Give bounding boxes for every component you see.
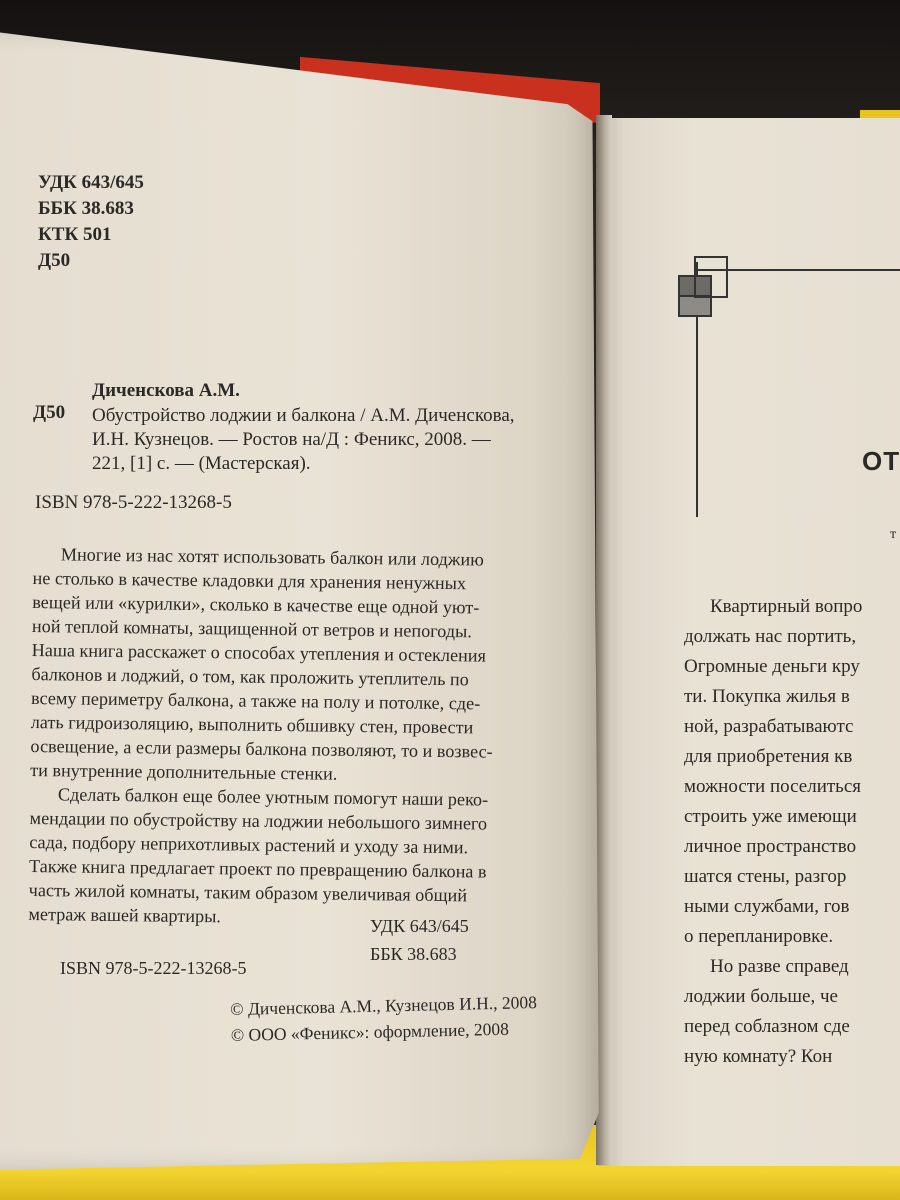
- annotation-line: Сделать балкон еще более уютным помогут наши реко-: [57, 784, 489, 810]
- text-line: шатся стены, разгор: [684, 866, 847, 887]
- annotation-line: всему периметру балкона, а также на полу и потолке, сде-: [30, 687, 481, 714]
- annotation-line: ной теплой комнаты, защищенной от ветров и непогоды.: [31, 615, 472, 642]
- text-line: ными службами, гов: [684, 896, 850, 917]
- catalog-line: И.Н. Кузнецов. — Ростов на/Д : Феникс, 2008. —: [92, 429, 491, 450]
- catalog-line: Обустройство лоджии и балкона / А.М. Диченскова,: [92, 405, 515, 426]
- catalog-author: Диченскова А.М.: [92, 380, 240, 401]
- annotation-line: мендации по обустройству на лоджии небольшого зимнего: [29, 807, 488, 834]
- annotation-line: освещение, а если размеры балкона позволяют, то и возвес-: [30, 735, 493, 762]
- annotation-line: вещей или «курилки», сколько в качестве еще одной уют-: [32, 591, 480, 618]
- footer-udk: УДК 643/645: [370, 916, 469, 936]
- bbk-code: ББК 38.683: [38, 198, 134, 219]
- footer-isbn: ISBN 978-5-222-13268-5: [60, 958, 247, 978]
- text-line: Огромные деньги кру: [684, 656, 860, 677]
- text-line: должать нас портить,: [684, 626, 857, 647]
- chapter-text: [684, 592, 862, 1072]
- text-line: для приобретения кв: [684, 746, 853, 767]
- text-line: строить уже имеющи: [684, 806, 857, 827]
- text-line: Но разве справед: [710, 956, 849, 977]
- text-line: личное пространство: [684, 836, 857, 857]
- annotation-line: сада, подбору неприхотливых растений и уходу за ними.: [29, 831, 469, 858]
- text-line: ти. Покупка жилья в: [684, 686, 850, 707]
- annotation-line: Многие из нас хотят использовать балкон или лоджию: [60, 544, 484, 570]
- text-line: перед соблазном сде: [684, 1016, 850, 1037]
- annotation-line: часть жилой комнаты, таким образом увеличивая общий: [28, 879, 468, 906]
- epigraph-fragment: т: [890, 527, 897, 542]
- ornament-square-outline: [694, 256, 728, 298]
- annotation-line: Наша книга расскажет о способах утепления и остекления: [31, 639, 487, 666]
- udk-code: УДК 643/645: [38, 172, 144, 193]
- catalog-line: 221, [1] с. — (Мастерская).: [92, 453, 311, 474]
- isbn: ISBN 978-5-222-13268-5: [35, 492, 232, 513]
- text-line: лоджии больше, че: [684, 986, 838, 1007]
- chapter-heading: ОТ: [862, 446, 900, 476]
- text-line: ную комнату? Кон: [684, 1046, 833, 1067]
- annotation-line: балконов и лоджий, о том, как проложить утеплитель по: [31, 663, 469, 690]
- text-line: Квартирный вопро: [710, 596, 863, 617]
- footer-bbk: ББК 38.683: [370, 944, 457, 964]
- copyright-line: © Диченскова А.М., Кузнецов И.Н., 2008: [230, 992, 538, 1019]
- copyright-line: © ООО «Феникс»: оформление, 2008: [230, 1018, 510, 1045]
- annotation-line: метраж вашей квартиры.: [28, 903, 222, 927]
- annotation-line: лать гидроизоляцию, выполнить обшивку стен, провести: [30, 711, 474, 738]
- annotation-line: не столько в качестве кладовки для хранения ненужных: [32, 567, 467, 594]
- ktk-code: КТК 501: [38, 224, 112, 245]
- annotation-line: ти внутренние дополнительные стенки.: [30, 759, 338, 784]
- text-line: можности поселиться: [684, 776, 862, 797]
- catalog-code: Д50: [33, 402, 66, 423]
- author-mark: Д50: [38, 250, 71, 271]
- text-line: о перепланировке.: [684, 926, 834, 947]
- annotation-line: Также книга предлагает проект по превращению балкона в: [28, 855, 487, 882]
- text-line: ной, разрабатываютс: [684, 716, 854, 737]
